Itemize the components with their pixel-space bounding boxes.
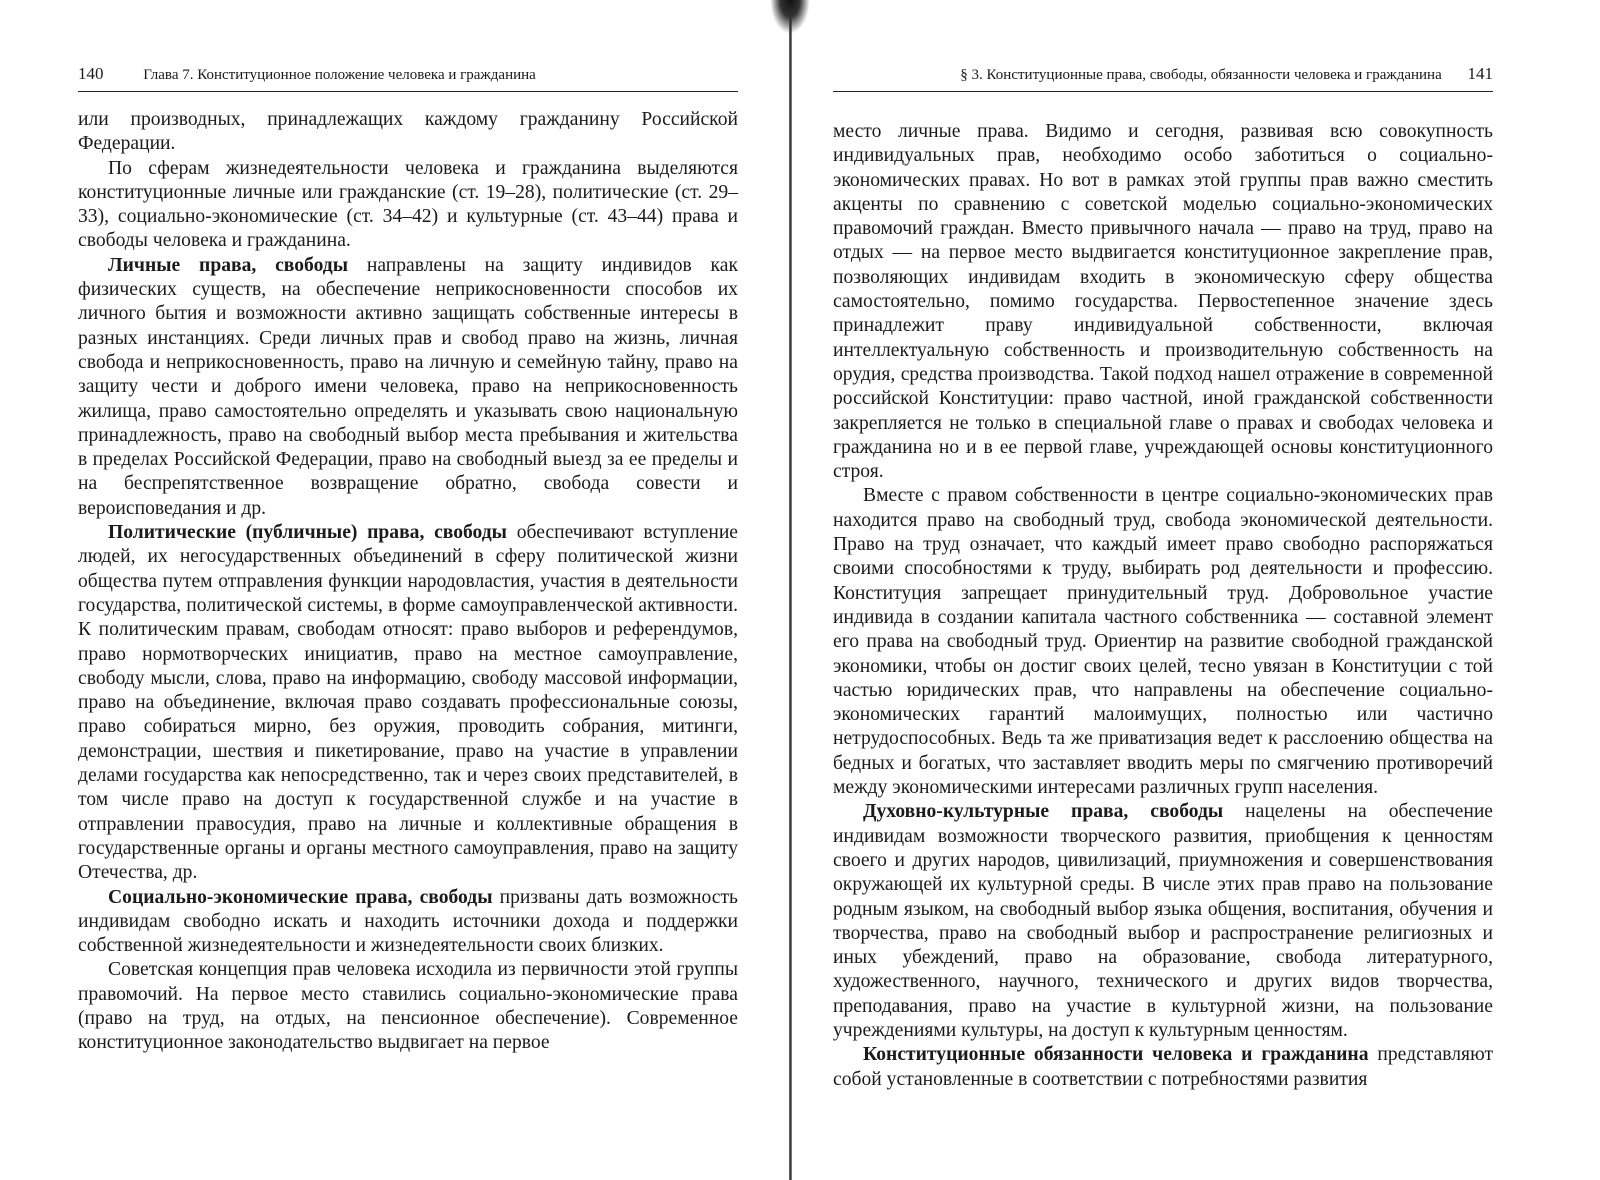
paragraph: Советская концепция прав человека исходила из первичности этой группы правомочий. На первое место ставились социально-экономические права (право на труд, на отдых, на пенсионное обеспечение). Современное конституционное законодательство выдвигает на первое <box>78 959 738 1054</box>
right-running-header <box>833 64 1493 90</box>
paragraph: Конституционные обязанности человека и гражданина представляют собой установленные в соответствии с потребностями развития <box>833 1044 1494 1090</box>
right-page <box>805 0 1600 1180</box>
paragraph-lead: Личные права, свободы <box>108 254 349 276</box>
left-page <box>0 0 790 1180</box>
left-running-header <box>78 64 738 90</box>
paragraph-lead: Конституционные обязанности человека и гражданина <box>863 1044 1369 1066</box>
right-page-number: 141 <box>1467 64 1493 83</box>
left-running-head: Глава 7. Конституционное положение человека и гражданина <box>143 67 536 83</box>
paragraph: По сферам жизнедеятельности человека и гражданина выделяются конституционные личные или гражданские (ст. 19–28), политические (ст. 29–33), социально-экономические (ст. 34–42) и культурные (ст. 43–44) права и свободы человека и гражданина. <box>78 157 738 252</box>
left-body-text <box>78 108 738 1056</box>
right-body-text <box>833 120 1493 1092</box>
paragraph: Личные права, свободы направлены на защиту индивидов как физических существ, на обеспечение неприкосновенности способов их личного бытия и возможности активно защищать собственные интересы в разных инстанциях. Среди личных прав и свобод право на жизнь, личная свобода и неприкосновенность, право на личную и семейную тайну, право на защиту чести и доброго имени человека, право на неприкосновенность жилища, право самостоятельно определять и указывать свою национальную принадлежность, право на свободный выбор места пребывания и жительства в пределах Российской Федерации, право на свободный выезд за ее пределы и на беспрепятственное возвращение обратно, свобода совести и вероисповедания и др. <box>78 254 739 519</box>
paragraph: Духовно-культурные права, свободы нацелены на обеспечение индивидам возможности творческого развития, приобщения к ценностям своего и других народов, цивилизаций, приумножения и совершенствования окружающей их культурной среды. В числе этих прав право на пользование родным языком, на свободный выбор языка общения, воспитания, обучения и творчества, право на свободный выбор и распространение религиозных и иных убеждений, право на образование, свобода литературного, художественного, научного, технического и других видов творчества, преподавания, право на участие в культурной жизни, на пользование учреждениями культуры, на доступ к культурным ценностям. <box>833 801 1493 1041</box>
right-header-rule <box>833 91 1493 92</box>
paragraph-lead: Социально-экономические права, свободы <box>108 886 493 908</box>
paragraph: место личные права. Видимо и сегодня, развивая всю совокупность индивидуальных прав, необходимо особо заботиться о социально-экономических правах. Но вот в рамках этой группы прав важно сместить акценты по сравнению с советской моделью социально-экономических правомочий граждан. Вместо привычного начала — право на труд, право на отдых — на первое место выдвигается конституционное закрепление прав, позволяющих индивидам входить в экономическую сферу общества самостоятельно, помимо государства. Первостепенное значение здесь принадлежит праву индивидуальной собственности, включая интеллектуальную собственность и производительную собственность на орудия, средства производства. Такой подход нашел отражение в современной российской Конституции: право частной, иной гражданской собственности закрепляется не только в специальной главе о правах и свободах человека и гражданина но и в ее первой главе, учреждающей основы конституционного строя. <box>833 121 1493 483</box>
paragraph: Социально-экономические права, свободы призваны дать возможность индивидам свободно искать и находить источники дохода и поддержки собственной жизнедеятельности и жизнедеятельности своих близких. <box>78 886 738 957</box>
right-running-head: § 3. Конституционные права, свободы, обязанности человека и гражданина <box>960 67 1442 83</box>
paragraph-lead: Политические (публичные) права, свободы <box>108 522 507 544</box>
left-header-rule <box>78 91 738 92</box>
paragraph-lead: Духовно-культурные права, свободы <box>863 801 1224 823</box>
left-page-number: 140 <box>78 64 104 83</box>
paragraph: Политические (публичные) права, свободы обеспечивают вступление людей, их негосударственных объединений в сферу политической жизни общества путем отправления функции народовластия, участия в деятельности государства, политической системы, в форме самоуправленческой активности. К политическим правам, свободам относят: право выборов и референдумов, право нормотворческих инициатив, право на местное самоуправление, свободу мысли, слова, право на информацию, свободу массовой информации, право на объединение, включая право создавать профессиональные союзы, право собираться мирно, без оружия, проводить собрания, митинги, демонстрации, шествия и пикетирование, право на участие в управлении делами государства как непосредственно, так и через своих представителей, в том числе право на доступ к государственной службе и на участие в отправлении правосудия, право на личные и коллективные обращения в государственные органы и органы местного самоуправления, право на защиту Отечества, др. <box>78 522 738 884</box>
paragraph: или производных, принадлежащих каждому гражданину Российской Федерации. <box>78 109 738 155</box>
paragraph: Вместе с правом собственности в центре социально-экономических прав находится право на свободный труд, свобода экономической деятельности. Право на труд означает, что каждый имеет право свободно распоряжаться своими способностями к труду, выбирать род деятельности и профессию. Конституция запрещает принудительный труд. Добровольное участие индивида в создании капитала частного собственника — составной элемент его права на свободный труд. Ориентир на развитие свободной гражданской экономики, чтобы он достиг своих целей, тесно увязан в Конституции с той частью юридических прав, что направлены на обеспечение социально-экономических гарантий малоимущих, полностью или частично нетрудоспособных. Ведь та же приватизация ведет к расслоению общества на бедных и богатых, что заставляет вводить меры по смягчению противоречий между экономическими интересами различных групп населения. <box>833 485 1493 799</box>
